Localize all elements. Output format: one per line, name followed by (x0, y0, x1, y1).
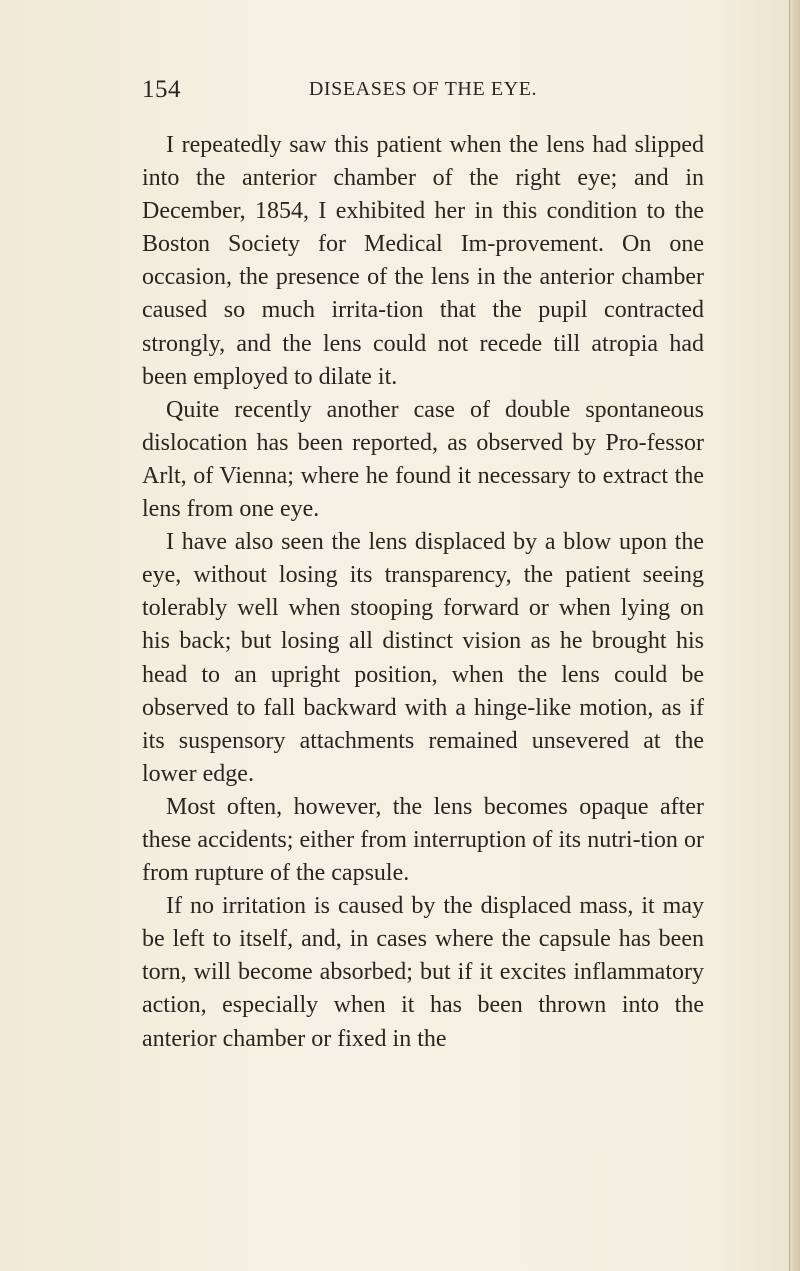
paragraph: Most often, however, the lens becomes opaque after these accidents; either from interruption of its nutri-tion or from rupture of the capsule. (142, 793, 704, 887)
paragraph: Quite recently another case of double spontaneous dislocation has been reported, as observed by Pro-fessor Arlt, of Vienna; where he found it necessary to extract the lens from one eye. (142, 396, 704, 523)
running-title: DISEASES OF THE EYE. (308, 78, 538, 100)
page-edge (789, 0, 800, 1271)
paragraph: I have also seen the lens displaced by a blow upon the eye, without losing its transparency, the patient seeing tolerably well when stooping forward or when lying on his back; but losing all distinct vision as he brought his head to an upright position, when the lens could be observed to fall backward with a hinge-like motion, as if its suspensory attachments remained unsevered at the lower edge. (142, 529, 704, 787)
paragraph: If no irritation is caused by the displaced mass, it may be left to itself, and, in cases where the capsule has been torn, will become absorbed; but if it excites inflammatory action, especially when it has been thrown into the anterior chamber or fixed in the (142, 893, 704, 1052)
paragraph: I repeatedly saw this patient when the lens had slipped into the anterior chamber of the right eye; and in December, 1854, I exhibited her in this condition to the Boston Society for Medical Im-provement. On one occasion, the presence of the lens in the anterior chamber caused so much irrita-tion that the pupil contracted strongly, and the lens could not recede till atropia had been employed to dilate it. (142, 132, 704, 390)
page-number: 154 (142, 76, 181, 103)
page-header (142, 76, 704, 110)
body-text (142, 129, 704, 1056)
